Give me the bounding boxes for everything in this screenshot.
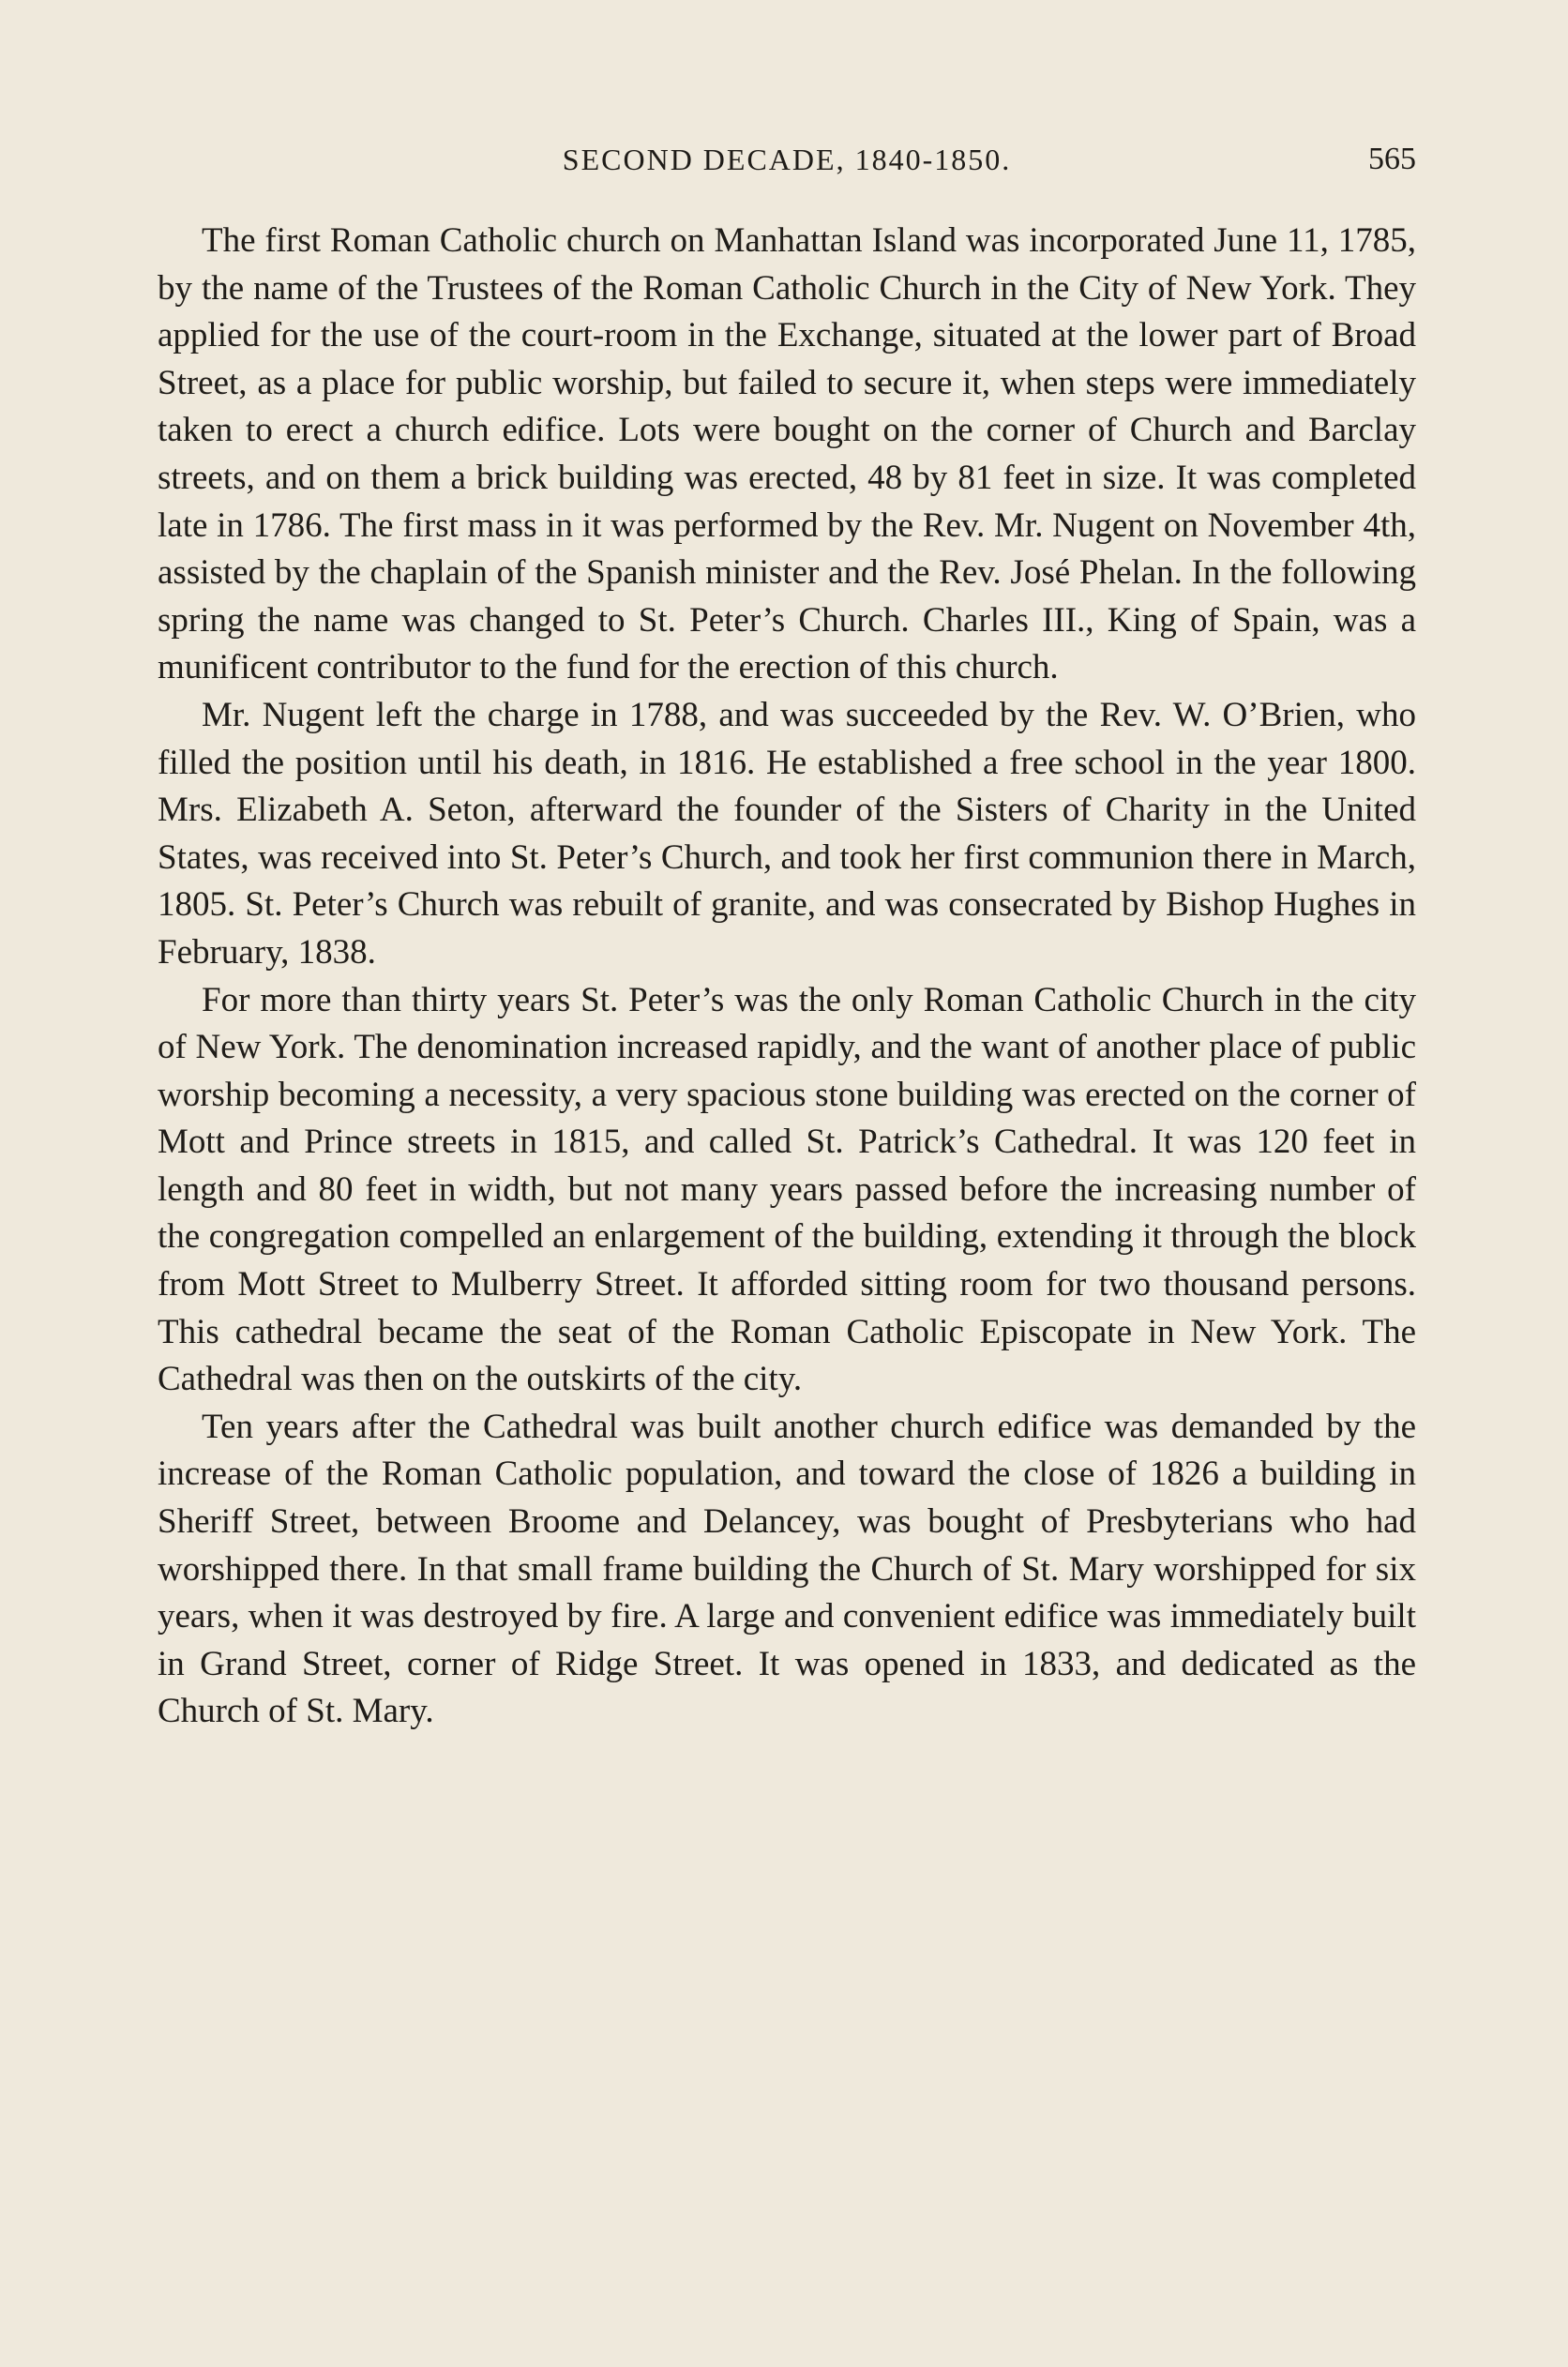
paragraph-st-peters-founding: The first Roman Catholic church on Manhattan Island was incorporated June 11, 1785, by the name of the Trustees of the Roman Catholic Church in the City of New York. They applied for the use of the court-room in the Exchange, situated at the lower part of Broad Street, as a place for public worship, but failed to secure it, when steps were immediately taken to erect a church edifice. Lots were bought on the corner of Church and Barclay streets, and on them a brick building was erected, 48 by 81 feet in size. It was completed late in 1786. The first mass in it was performed by the Rev. Mr. Nugent on November 4th, assisted by the chaplain of the Spanish minister and the Rev. José Phelan. In the following spring the name was changed to St. Peter’s Church. Charles III., King of Spain, was a munificent contributor to the fund for the erection of this church. [158, 221, 1416, 687]
running-header [158, 139, 1416, 180]
page-number: 565 [1368, 142, 1416, 176]
paragraph-obrien-seton: Mr. Nugent left the charge in 1788, and was succeeded by the Rev. W. O’Brien, who filled the position until his death, in 1816. He established a free school in the year 1800. Mrs. Elizabeth A. Seton, afterward the founder of the Sisters of Charity in the United States, was received into St. Peter’s Church, and took her first communion there in March, 1805. St. Peter’s Church was rebuilt of granite, and was consecrated by Bishop Hughes in February, 1838. [158, 695, 1416, 972]
paragraph-church-of-st-mary: Ten years after the Cathedral was built another church edifice was demanded by the increase of the Roman Catholic population, and toward the close of 1826 a building in Sheriff Street, between Broome and Delancey, was bought of Presbyterians who had worshipped there. In that small frame building the Church of St. Mary worshipped for six years, when it was destroyed by fire. A large and convenient edifice was immediately built in Grand Street, corner of Ridge Street. It was opened in 1833, and dedicated as the Church of St. Mary. [158, 1407, 1416, 1731]
paragraph-st-patricks-cathedral: For more than thirty years St. Peter’s was the only Roman Catholic Church in the city of New York. The denomination increased rapidly, and the want of another place of public worship becoming a necessity, a very spacious stone building was erected on the corner of Mott and Prince streets in 1815, and called St. Patrick’s Cathedral. It was 120 feet in length and 80 feet in width, but not many years passed before the increasing number of the congregation compelled an enlargement of the building, extending it through the block from Mott Street to Mulberry Street. It afforded sitting room for two thousand persons. This cathedral became the seat of the Roman Catholic Episcopate in New York. The Cathedral was then on the outskirts of the city. [158, 980, 1416, 1399]
body-text [158, 218, 1416, 1736]
running-title: SECOND DECADE, 1840-1850. [562, 143, 1012, 176]
